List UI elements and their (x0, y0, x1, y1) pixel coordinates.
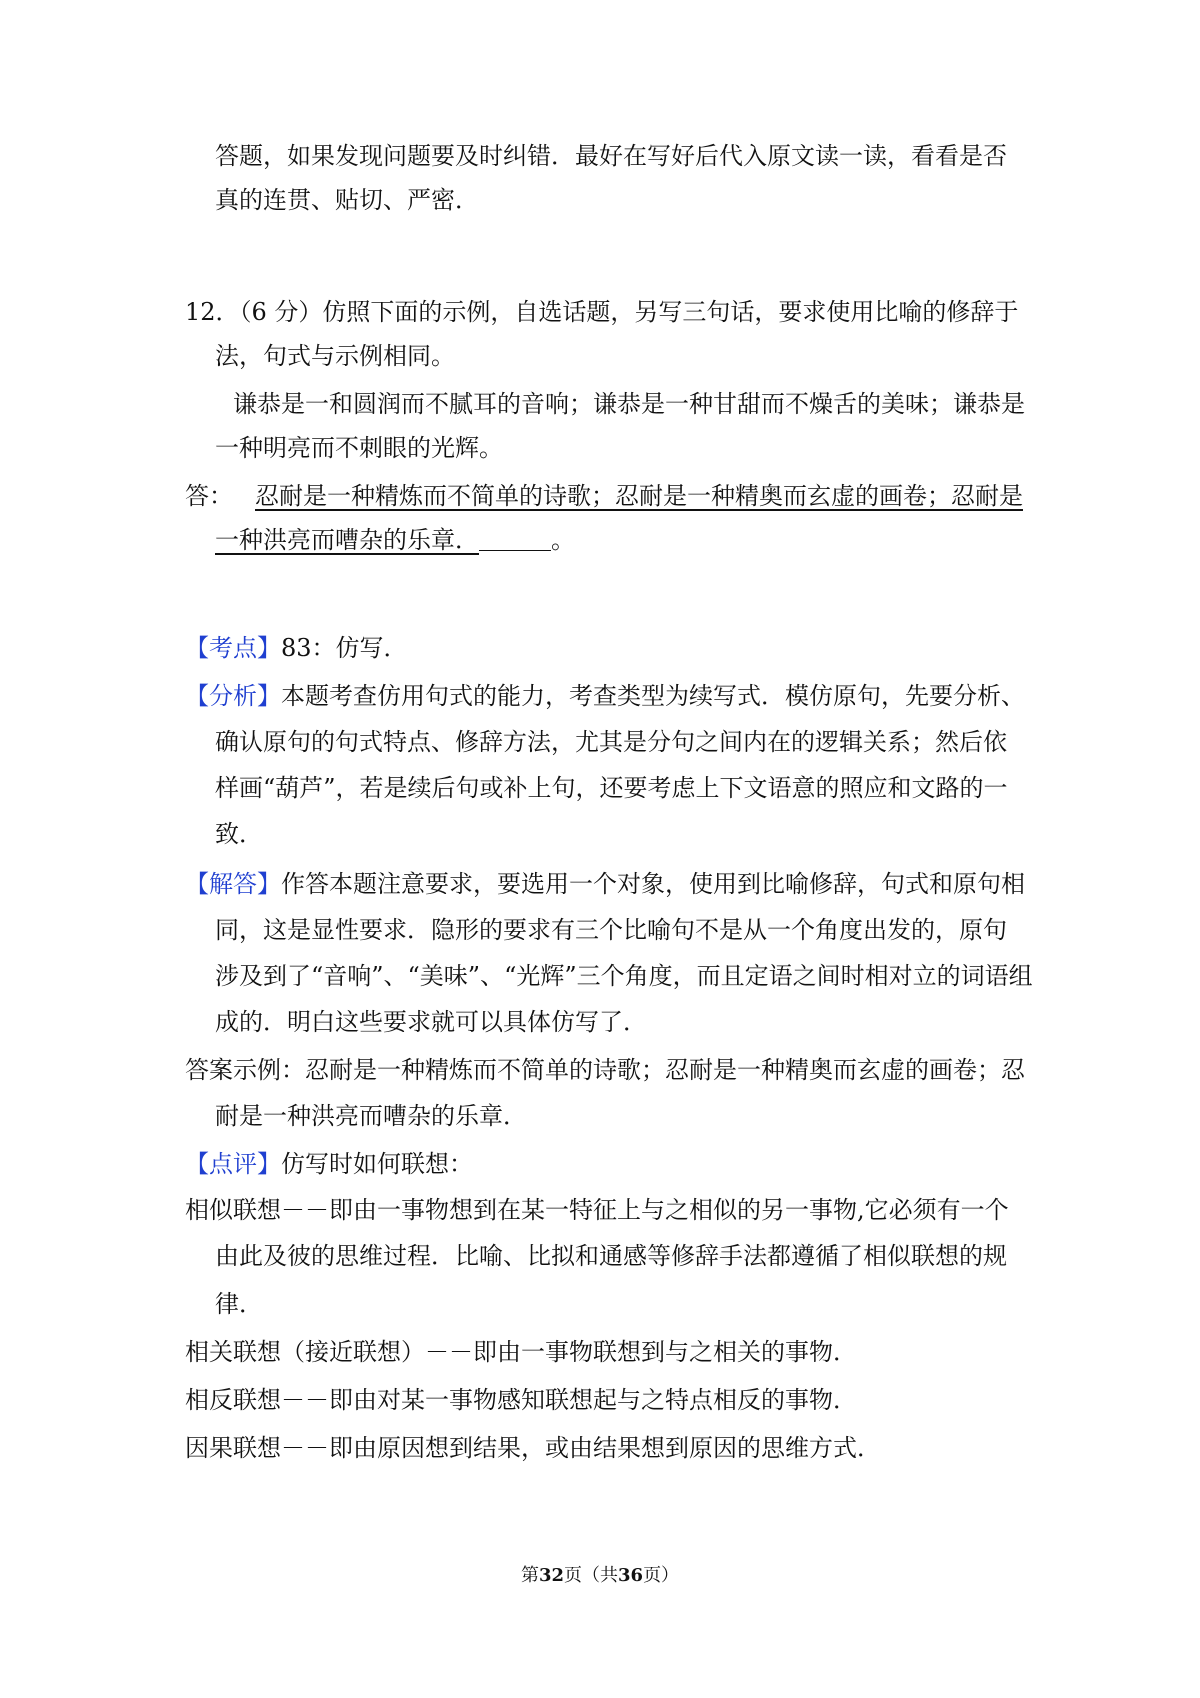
question-12-heading: 12．（6 分）仿照下面的示例，自选话题，另写三句话，要求使用比喻的修辞于 (185, 298, 1019, 326)
text-line: 确认原句的句式特点、修辞方法，尤其是分句之间内在的逻辑关系；然后依 (215, 728, 1007, 756)
text-line: 成的．明白这些要求就可以具体仿写了． (215, 1008, 647, 1036)
dianping-tag: 【点评】 (185, 1150, 281, 1178)
dianping-text: 仿写时如何联想： (281, 1150, 473, 1178)
jieda-tag: 【解答】 (185, 870, 281, 898)
answer-line-1 (185, 480, 1023, 512)
kaodian-tag: 【考点】 (185, 634, 281, 662)
fenxi-tag: 【分析】 (185, 682, 281, 710)
example-answer-line: 答案示例：忍耐是一种精炼而不简单的诗歌；忍耐是一种精奥而玄虚的画卷；忍 (185, 1056, 1025, 1084)
jieda-line (185, 868, 1025, 900)
text-line: 因果联想－－即由原因想到结果，或由结果想到原因的思维方式． (185, 1434, 881, 1462)
answer-line-2 (215, 524, 575, 556)
kaodian-line (185, 632, 408, 664)
kaodian-text: 83：仿写． (281, 634, 408, 662)
text-line: 律． (215, 1290, 263, 1318)
text-line: 相反联想－－即由对某一事物感知联想起与之特点相反的事物． (185, 1386, 857, 1414)
jieda-text: 作答本题注意要求，要选用一个对象，使用到比喻修辞，句式和原句相 (281, 870, 1025, 898)
example-line: 谦恭是一和圆润而不腻耳的音响；谦恭是一种甘甜而不燥舌的美味；谦恭是 (233, 390, 1025, 418)
text-line: 由此及彼的思维过程．比喻、比拟和通感等修辞手法都遵循了相似联想的规 (215, 1242, 1007, 1270)
text-line: 涉及到了“音响”、“美味”、“光辉”三个角度，而且定语之间时相对立的词语组 (215, 962, 1033, 990)
text-line: 耐是一种洪亮而嘈杂的乐章． (215, 1102, 527, 1130)
answer-end: 。 (551, 526, 575, 554)
answer-blank (479, 526, 551, 551)
text-line: 相关联想（接近联想）－－即由一事物联想到与之相关的事物． (185, 1338, 857, 1366)
answer-label: 答： (185, 482, 233, 510)
text-line: 样画“葫芦”，若是续后句或补上句，还要考虑上下文语意的照应和文路的一 (215, 774, 1008, 802)
text-line: 真的连贯、贴切、严密． (215, 186, 479, 214)
answer-text: 忍耐是一种精炼而不简单的诗歌；忍耐是一种精奥而玄虚的画卷；忍耐是 (255, 482, 1023, 510)
dianping-line (185, 1148, 473, 1180)
text-line: 相似联想－－即由一事物想到在某一特征上与之相似的另一事物,它必须有一个 (185, 1196, 1009, 1224)
text-line: 同，这是显性要求．隐形的要求有三个比喻句不是从一个角度出发的，原句 (215, 916, 1007, 944)
text-line: 答题，如果发现问题要及时纠错．最好在写好后代入原文读一读，看看是否 (215, 142, 1007, 170)
page-number: 32 (538, 1565, 564, 1586)
fenxi-line (185, 680, 1025, 712)
text-line: 致． (215, 820, 263, 848)
answer-text: 一种洪亮而嘈杂的乐章． (215, 526, 479, 554)
page-total: 36 (618, 1565, 644, 1586)
page-footer: 第32页（共36页） (520, 1565, 680, 1586)
text-line: 法，句式与示例相同。 (215, 342, 455, 370)
fenxi-text: 本题考查仿用句式的能力，考查类型为续写式．模仿原句，先要分析、 (281, 682, 1025, 710)
example-line: 一种明亮而不刺眼的光辉。 (215, 434, 503, 462)
